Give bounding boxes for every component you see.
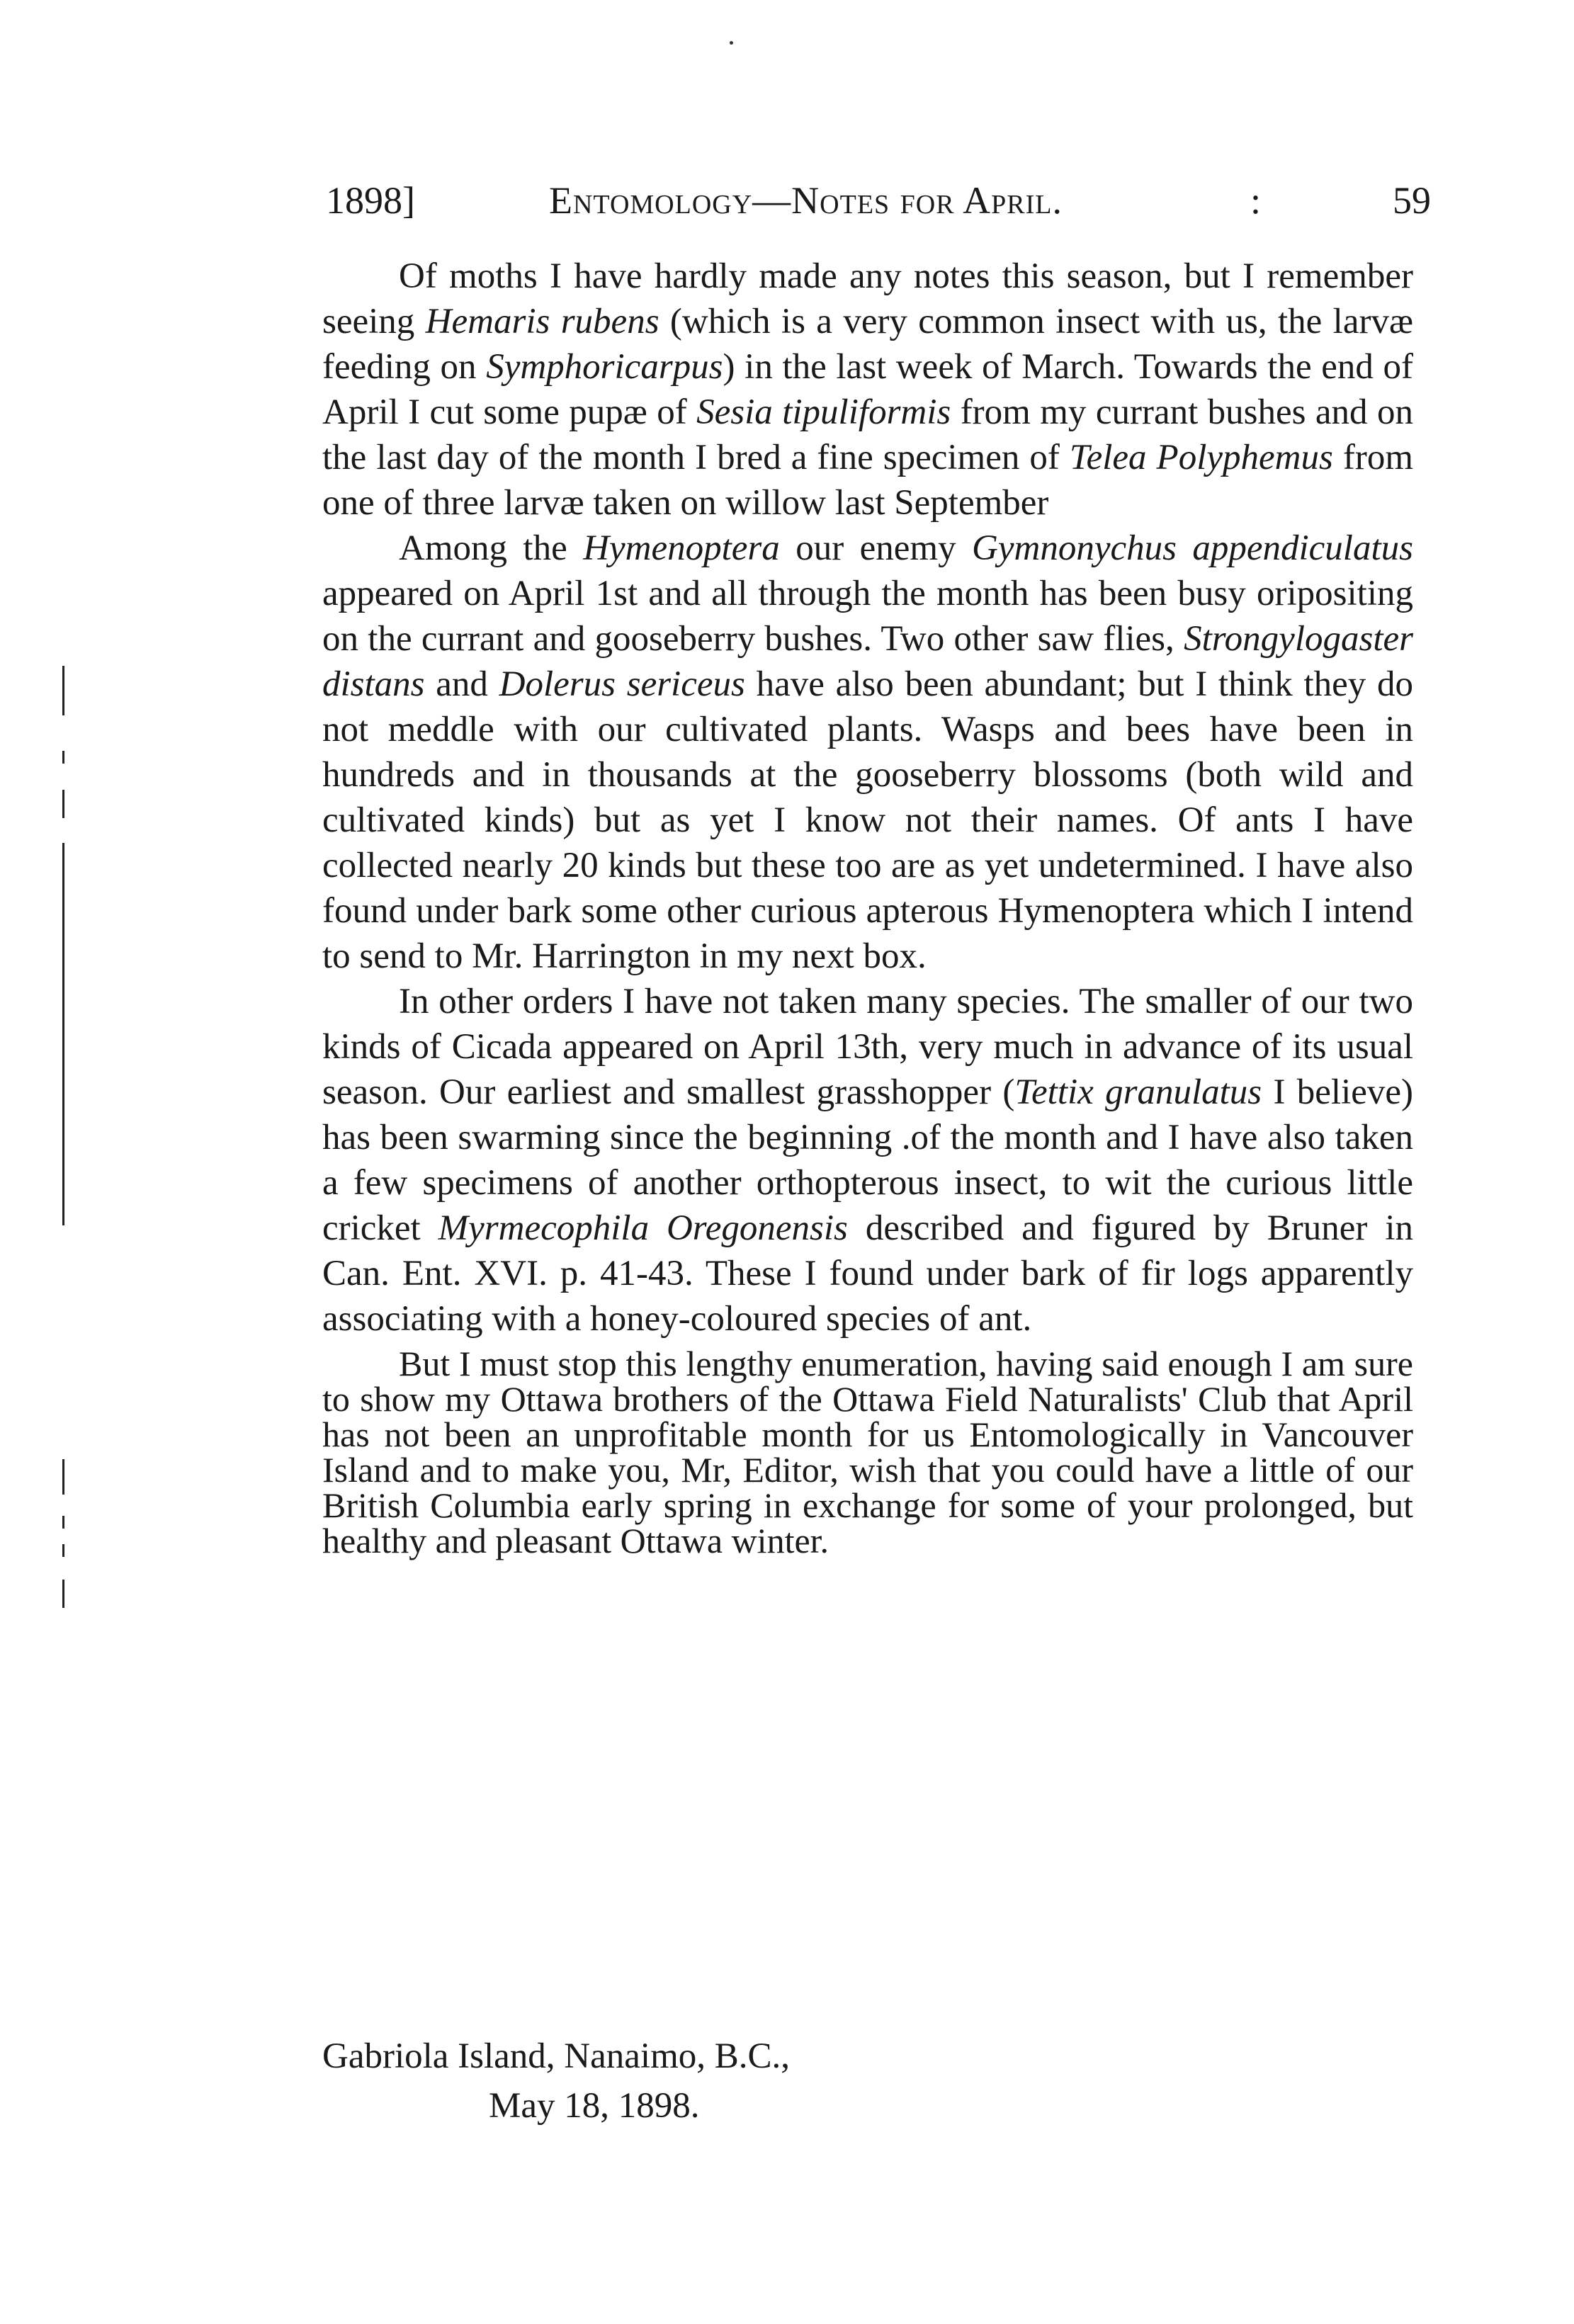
text-run: (which is a very common insect with us, the larvæ feeding on [322, 302, 1413, 387]
margin-mark [62, 790, 64, 818]
paragraph-moths [322, 254, 1413, 526]
text-run: from my currant bushes and on the last day of the month I bred a fine specimen of [322, 392, 1413, 477]
species-name: Dolerus sericeus [499, 664, 745, 704]
running-title: Entomology—Notes for April. [549, 179, 1063, 222]
species-name: Hemaris rubens [425, 302, 659, 341]
text-run: and [424, 664, 499, 704]
species-name: Myrmecophila Oregonensis [438, 1208, 848, 1248]
margin-mark [62, 1459, 64, 1495]
paragraph-hymenoptera [322, 526, 1413, 979]
header-colon: : [1250, 179, 1262, 222]
text-run: have also been abundant; but I think they do not meddle with our cultivated plants. Wasps and bees have been in hundreds and in thousands at the gooseberry blossoms (both wild and cultivated kinds) but as yet I know not their names. Of ants I have collected nearly 20 kinds but these too are as yet undetermined. I have also found under bark some other curious apterous Hymenoptera which I intend to send to Mr. Harrington in my next box. [322, 664, 1414, 976]
text-run: from one of three larvæ taken on willow last September [322, 438, 1413, 523]
scan-speck [730, 41, 733, 45]
margin-mark [62, 666, 64, 715]
species-name: Symphoricarpus [486, 347, 723, 387]
text-run: our enemy [779, 528, 973, 568]
margin-marks [57, 666, 71, 1657]
signoff-place: Gabriola Island, Nanaimo, B.C., [322, 2036, 791, 2076]
text-run: I believe) has been swarming since the beginning .of the month and I have also taken a few specimens of another orthopterous insect, to wit the curious little cricket [322, 1072, 1413, 1248]
text-run: Among the [399, 528, 584, 568]
text-run: In other orders I have not taken many species. The smaller of our two kinds of Cicada appeared on April 13th, very much in advance of its usual season. Our earliest and smallest grasshopper ( [322, 982, 1413, 1112]
running-header [326, 176, 1431, 225]
article-body [322, 254, 1413, 1558]
paragraph-other-orders [322, 979, 1413, 1342]
species-name: Strongylogaster distans [322, 619, 1413, 704]
text-run: described and figured by Bruner in Can. Ent. XVI. p. 41-43. These I found under bark of fir logs apparently associating with a honey-coloured species of ant. [322, 1208, 1413, 1339]
page-number: 59 [1393, 179, 1431, 222]
species-name: Sesia tipuliformis [696, 392, 951, 432]
margin-mark [62, 751, 64, 764]
text-run: Of moths I have hardly made any notes this season, but I remember seeing [322, 256, 1413, 341]
margin-mark [62, 1580, 64, 1608]
species-name: Gymnonychus appendiculatus [972, 528, 1413, 568]
margin-mark [62, 1544, 64, 1557]
species-name: Tettix granulatus [1014, 1072, 1262, 1112]
text-run: ) in the last week of March. Towards the end of April I cut some pupæ of [322, 347, 1413, 432]
signoff [322, 2031, 1172, 2131]
margin-mark [62, 843, 64, 1225]
signoff-date: May 18, 1898. [489, 2086, 700, 2126]
margin-mark [62, 1516, 64, 1529]
species-name: Telea Polyphemus [1069, 438, 1333, 477]
header-year: 1898] [326, 179, 415, 222]
species-name: Hymenoptera [583, 528, 780, 568]
text-run: appeared on April 1st and all through the month has been busy oripositing on the currant and gooseberry bushes. Two other saw flies, [322, 574, 1413, 659]
paragraph-closing: But I must stop this lengthy enumeration, having said enough I am sure to show my Ottawa brothers of the Ottawa Field Naturalists' Club that April has not been an unprofitable month for us Entomologically in Vancouver Island and to make you, Mr, Editor, wish that you could have a little of our British Columbia early spring in exchange for some of your prolonged, but healthy and pleasant Ottawa winter. [322, 1344, 1413, 1560]
